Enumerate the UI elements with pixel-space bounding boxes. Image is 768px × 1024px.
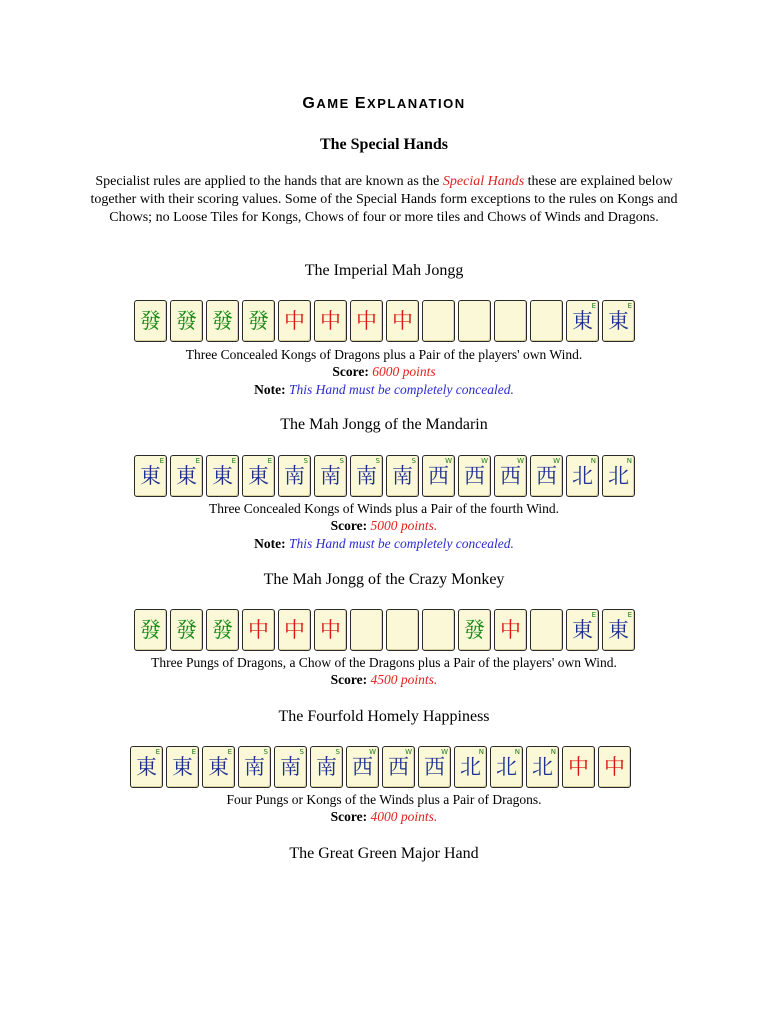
heading-initial: G (302, 95, 317, 112)
tile-glyph: 發 (140, 308, 161, 333)
page-subtitle: The Special Hands (319, 136, 449, 153)
tile-glyph: 發 (176, 308, 197, 333)
tile-wind-index: N (550, 748, 556, 756)
tile-wind-index: N (514, 748, 520, 756)
blank-tile (530, 300, 563, 342)
mahjong-tile (242, 455, 275, 497)
mahjong-tile (206, 455, 239, 497)
tile-glyph: 南 (284, 463, 305, 488)
intro-paragraph (84, 173, 684, 227)
mahjong-tile (134, 609, 167, 651)
mahjong-tile (422, 455, 455, 497)
tile-wind-index: E (231, 457, 236, 465)
score-line (0, 808, 768, 825)
tile-wind-index: E (627, 611, 632, 619)
tile-glyph: 中 (284, 617, 305, 642)
hand-description: Three Concealed Kongs of Dragons plus a Pair of the players' own Wind. (185, 347, 583, 362)
blank-tile (386, 609, 419, 651)
mahjong-tile (314, 455, 347, 497)
tile-wind-index: N (478, 748, 484, 756)
note-text: This Hand must be completely concealed. (288, 382, 514, 397)
tile-glyph: 中 (392, 308, 413, 333)
score-value: 5000 points. (370, 518, 438, 533)
mahjong-tile (242, 609, 275, 651)
tile-glyph: 東 (208, 754, 229, 779)
section-title: The Mah Jongg of the Mandarin (280, 416, 488, 433)
mahjong-tile (278, 609, 311, 651)
blank-tile (494, 300, 527, 342)
mahjong-tile (562, 746, 595, 788)
tile-glyph: 中 (320, 617, 341, 642)
tile-glyph: 北 (572, 463, 593, 488)
hand-description: Four Pungs or Kongs of the Winds plus a Pair of Dragons. (226, 792, 542, 807)
score-label: Score: (330, 672, 368, 687)
blank-tile (530, 609, 563, 651)
mahjong-tile (350, 300, 383, 342)
score-line (0, 363, 768, 380)
mahjong-tile (206, 609, 239, 651)
tile-glyph: 發 (212, 308, 233, 333)
tile-row (134, 455, 638, 497)
tile-glyph: 南 (244, 754, 265, 779)
tile-glyph: 中 (500, 617, 521, 642)
heading-word-rest: AME (316, 96, 350, 111)
mahjong-tile (166, 746, 199, 788)
mahjong-tile (274, 746, 307, 788)
mahjong-tile (530, 455, 563, 497)
tile-wind-index: W (481, 457, 488, 465)
mahjong-tile (170, 609, 203, 651)
mahjong-tile (418, 746, 451, 788)
tile-wind-index: E (191, 748, 196, 756)
tile-glyph: 中 (568, 754, 589, 779)
tile-glyph: 中 (604, 754, 625, 779)
mahjong-tile (382, 746, 415, 788)
mahjong-tile (202, 746, 235, 788)
tile-wind-index: W (369, 748, 376, 756)
mahjong-tile (454, 746, 487, 788)
tile-glyph: 發 (464, 617, 485, 642)
tile-glyph: 發 (140, 617, 161, 642)
tile-glyph: 發 (248, 308, 269, 333)
tile-glyph: 西 (536, 463, 557, 488)
score-label: Score: (332, 364, 369, 379)
tile-wind-index: E (195, 457, 200, 465)
tile-glyph: 北 (532, 754, 553, 779)
mahjong-tile (238, 746, 271, 788)
hand-description: Three Pungs of Dragons, a Chow of the Dragons plus a Pair of the players' own Wind. (151, 655, 617, 670)
tile-glyph: 西 (428, 463, 449, 488)
tile-glyph: 南 (316, 754, 337, 779)
section-title: The Imperial Mah Jongg (304, 262, 464, 279)
intro-text: Specialist rules are applied to the hands that are known as the (95, 174, 440, 189)
tile-glyph: 西 (388, 754, 409, 779)
tile-wind-index: W (445, 457, 452, 465)
tile-glyph: 東 (572, 308, 593, 333)
mahjong-tile (386, 300, 419, 342)
tile-wind-index: W (517, 457, 524, 465)
tile-wind-index: E (591, 302, 596, 310)
tile-glyph: 南 (320, 463, 341, 488)
note-line (0, 381, 768, 398)
score-line (0, 671, 768, 688)
mahjong-tile (386, 455, 419, 497)
note-line (0, 535, 768, 552)
tile-glyph: 北 (460, 754, 481, 779)
blank-tile (350, 609, 383, 651)
tile-glyph: 南 (392, 463, 413, 488)
tile-glyph: 發 (212, 617, 233, 642)
tile-wind-index: W (441, 748, 448, 756)
mahjong-tile (206, 300, 239, 342)
heading-word-rest: XPLANATION (367, 96, 466, 111)
section-title: The Great Green Major Hand (289, 845, 479, 862)
tile-glyph: 中 (356, 308, 377, 333)
mahjong-tile (494, 609, 527, 651)
mahjong-tile (602, 300, 635, 342)
tile-glyph: 西 (464, 463, 485, 488)
tile-glyph: 東 (608, 617, 629, 642)
mahjong-tile (598, 746, 631, 788)
tile-glyph: 東 (176, 463, 197, 488)
mahjong-tile (314, 609, 347, 651)
mahjong-tile (170, 300, 203, 342)
mahjong-tile (242, 300, 275, 342)
tile-wind-index: E (627, 302, 632, 310)
tile-wind-index: S (335, 748, 340, 756)
mahjong-tile (602, 609, 635, 651)
tile-glyph: 發 (176, 617, 197, 642)
tile-glyph: 北 (496, 754, 517, 779)
section-title: The Fourfold Homely Happiness (278, 708, 490, 725)
tile-wind-index: S (299, 748, 304, 756)
tile-row (134, 300, 638, 342)
blank-tile (458, 300, 491, 342)
score-line (0, 517, 768, 534)
hand-description: Three Concealed Kongs of Winds plus a Pair of the fourth Wind. (208, 501, 560, 516)
mahjong-tile (130, 746, 163, 788)
mahjong-tile (350, 455, 383, 497)
tile-glyph: 東 (212, 463, 233, 488)
mahjong-tile (310, 746, 343, 788)
heading-initial: E (354, 95, 368, 112)
mahjong-tile (602, 455, 635, 497)
tile-glyph: 西 (352, 754, 373, 779)
mahjong-tile (526, 746, 559, 788)
tile-row (130, 746, 634, 788)
tile-glyph: 中 (248, 617, 269, 642)
mahjong-tile (566, 609, 599, 651)
mahjong-tile (134, 455, 167, 497)
tile-glyph: 東 (608, 308, 629, 333)
mahjong-tile (170, 455, 203, 497)
tile-glyph: 東 (136, 754, 157, 779)
tile-glyph: 東 (572, 617, 593, 642)
tile-wind-index: S (303, 457, 308, 465)
page-heading (0, 95, 768, 113)
tile-wind-index: E (267, 457, 272, 465)
tile-wind-index: W (405, 748, 412, 756)
section-title: The Mah Jongg of the Crazy Monkey (263, 571, 505, 588)
tile-wind-index: E (155, 748, 160, 756)
score-value: 4500 points. (370, 672, 438, 687)
note-label: Note: (254, 382, 286, 397)
tile-wind-index: S (375, 457, 380, 465)
tile-wind-index: E (159, 457, 164, 465)
mahjong-tile (458, 609, 491, 651)
score-value: 4000 points. (370, 809, 438, 824)
tile-glyph: 中 (320, 308, 341, 333)
tile-glyph: 西 (500, 463, 521, 488)
score-value: 6000 points (372, 364, 436, 379)
mahjong-tile (566, 300, 599, 342)
tile-glyph: 東 (140, 463, 161, 488)
tile-row (134, 609, 638, 651)
tile-wind-index: W (553, 457, 560, 465)
tile-glyph: 東 (172, 754, 193, 779)
note-text: This Hand must be completely concealed. (288, 536, 514, 551)
tile-wind-index: S (263, 748, 268, 756)
mahjong-tile (566, 455, 599, 497)
tile-wind-index: N (590, 457, 596, 465)
mahjong-tile (134, 300, 167, 342)
tile-glyph: 南 (356, 463, 377, 488)
mahjong-tile (490, 746, 523, 788)
tile-wind-index: S (411, 457, 416, 465)
mahjong-tile (458, 455, 491, 497)
tile-glyph: 北 (608, 463, 629, 488)
tile-wind-index: N (626, 457, 632, 465)
score-label: Score: (330, 809, 368, 824)
tile-glyph: 東 (248, 463, 269, 488)
tile-wind-index: S (339, 457, 344, 465)
mahjong-tile (346, 746, 379, 788)
tile-wind-index: E (591, 611, 596, 619)
tile-glyph: 南 (280, 754, 301, 779)
tile-glyph: 西 (424, 754, 445, 779)
note-label: Note: (254, 536, 286, 551)
tile-wind-index: E (227, 748, 232, 756)
mahjong-tile (314, 300, 347, 342)
mahjong-tile (494, 455, 527, 497)
score-label: Score: (330, 518, 368, 533)
intro-text: these are explained below together with their scoring values. Some of the Special Hands form exceptions to the rules on Kongs and Chows; no Loose Tiles for Kongs, Chows of four or more tiles and Chows of Winds and Dragons. (90, 174, 678, 225)
blank-tile (422, 609, 455, 651)
blank-tile (422, 300, 455, 342)
special-hands-highlight: Special Hands (442, 174, 525, 189)
mahjong-tile (278, 300, 311, 342)
mahjong-tile (278, 455, 311, 497)
tile-glyph: 中 (284, 308, 305, 333)
